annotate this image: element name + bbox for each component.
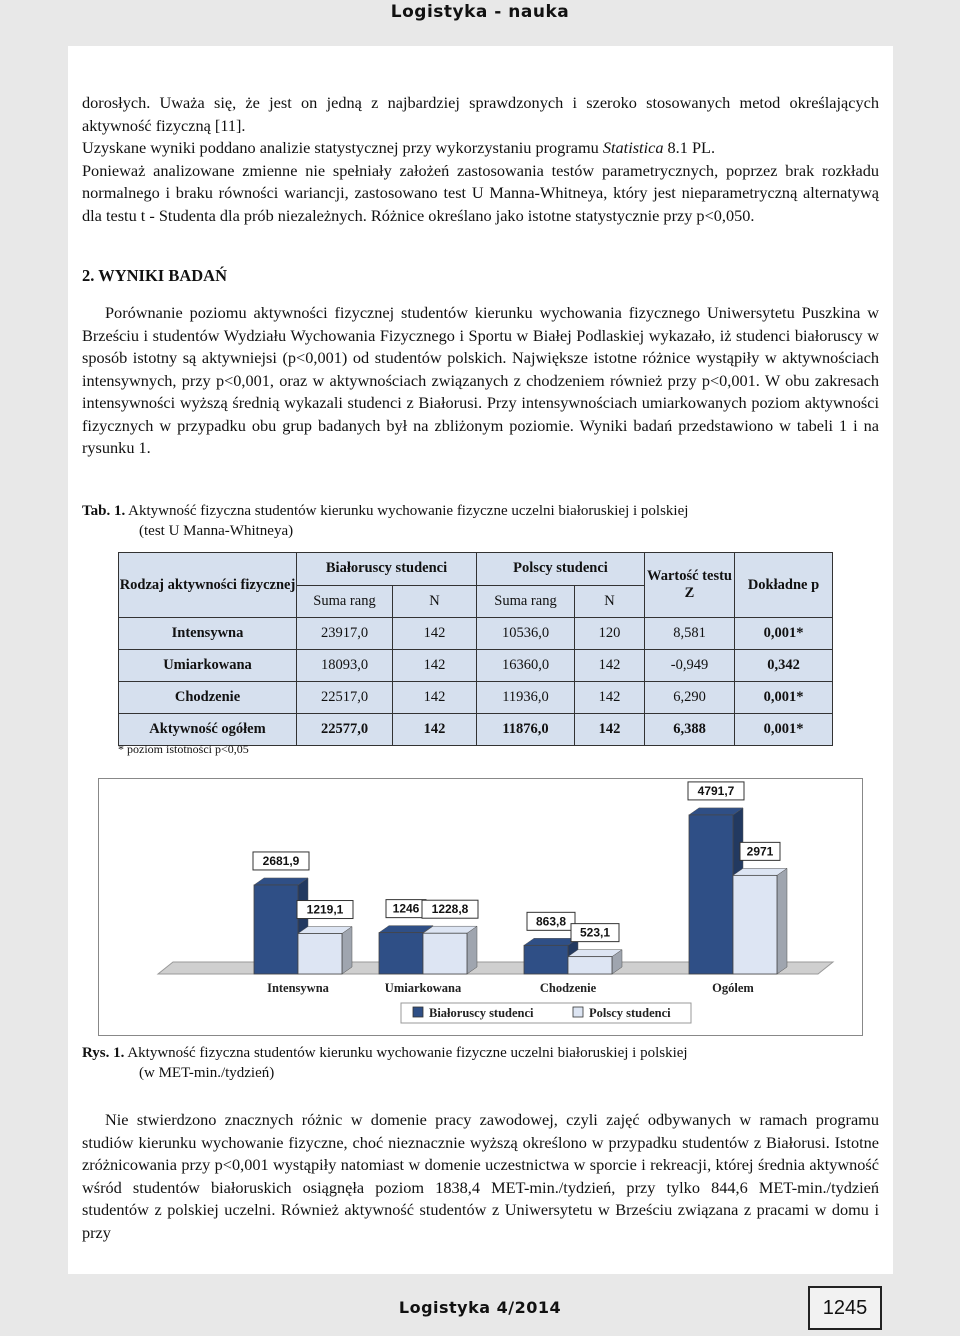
bar-side xyxy=(777,868,787,974)
header-z-value: Wartość testu Z xyxy=(645,553,735,618)
header-activity-type: Rodzaj aktywności fizycznej xyxy=(119,553,297,618)
activity-bar-chart xyxy=(98,778,863,1036)
page-number: 1245 xyxy=(808,1286,882,1330)
page-header xyxy=(0,0,960,26)
bar-top xyxy=(733,868,787,875)
bar xyxy=(298,934,342,974)
x-tick-label: Chodzenie xyxy=(539,981,597,995)
bar-top xyxy=(524,938,578,945)
header-title: Logistyka - nauka xyxy=(390,2,570,22)
intro-text xyxy=(82,92,879,227)
intro-line1: dorosłych. Uważa się, że jest on jedną z najbardziej sprawdzonych i szeroko stosowanych metod określających aktywność fizyczną [11]. xyxy=(82,93,879,135)
legend-label: Polscy studenci xyxy=(589,1006,671,1020)
table-row: Aktywność ogółem 22577,0 142 11876,0 142 6,388 0,001* xyxy=(119,714,833,746)
bar xyxy=(689,815,733,974)
x-tick-label: Intensywna xyxy=(267,981,329,995)
intro-line3: Ponieważ analizowane zmienne nie spełniały założeń zastosowania testów parametrycznych, poprzez brak rozkładu normalnego i braku równości wariancji, zastosowano test U Manna-Whitneya, który jest nieparametryczną alternatywą dla testu t - Studenta dla prób niezależnych. Różnice określano jako istotne statystycznie przy p<0,050. xyxy=(82,160,879,225)
footer-journal: Logistyka 4/2014 xyxy=(398,1298,562,1317)
bar xyxy=(524,945,568,974)
header-rank-sum-1: Suma rang xyxy=(297,585,393,618)
intro-line2: Uzyskane wyniki poddano analizie statystycznej przy wykorzystaniu programu Statistica 8.1 PL. xyxy=(82,138,716,157)
bar-top xyxy=(254,878,308,885)
table-footnote: * poziom istotności p<0,05 xyxy=(118,742,249,756)
table-row: Umiarkowana 18093,0 142 16360,0 142 -0,949 0,342 xyxy=(119,650,833,682)
legend-label: Białoruscy studenci xyxy=(429,1006,534,1020)
section-title: 2. WYNIKI BADAŃ xyxy=(82,266,228,285)
legend-swatch xyxy=(573,1007,583,1017)
header-n-1: N xyxy=(393,585,477,618)
data-label: 523,1 xyxy=(579,925,611,940)
bar xyxy=(379,933,423,974)
header-poland: Polscy studenci xyxy=(477,553,645,586)
bar-top xyxy=(423,926,477,933)
data-label: 1246 xyxy=(392,901,420,916)
header-n-2: N xyxy=(575,585,645,618)
data-label: 1228,8 xyxy=(431,902,469,917)
data-label: 4791,7 xyxy=(697,783,735,798)
bar xyxy=(254,885,298,974)
legend-swatch xyxy=(413,1007,423,1017)
bar-top xyxy=(298,927,352,934)
data-label: 2971 xyxy=(746,844,774,859)
data-label: 2681,9 xyxy=(262,853,300,868)
header-belarus: Białoruscy studenci xyxy=(297,553,477,586)
x-tick-label: Umiarkowana xyxy=(384,981,462,995)
data-label: 863,8 xyxy=(535,914,567,929)
table-row: Intensywna 23917,0 142 10536,0 120 8,581 0,001* xyxy=(119,618,833,650)
data-label: 1219,1 xyxy=(306,902,344,917)
results-paragraph: Porównanie poziomu aktywności fizycznej studentów kierunku wychowania fizycznego Uniwersytetu Puszkina w Brześciu i studentów Wydziału Wychowania Fizycznego i Sportu w Białej Podlaskiej wykazało, iż studenci białoruscy w sposób istotny są aktywniejsi (p<0,001) od studentów polskich. Największe istotne różnice wystąpiły w aktywnościach intensywnych, przy p<0,001, oraz w aktywnościach związanych z chodzeniem również przy p<0,001. W obu zakresach intensywności wyższą średnią wykazali studenci z Białorusi. Przy intensywnościach umiarkowanych poziom aktywności fizycznych w przypadku obu grup badanych był na zbliżonym poziomie. Wyniki badań przedstawiono w tabeli 1 i na rysunku 1. xyxy=(82,303,879,457)
header-rank-sum-2: Suma rang xyxy=(477,585,575,618)
bar xyxy=(568,957,612,974)
bar-side xyxy=(467,926,477,974)
bar-top xyxy=(689,808,743,815)
table-caption: Tab. 1. Aktywność fizyczna studentów kierunku wychowanie fizyczne uczelni białoruskiej i polskiej (test U Manna-Whitneya) xyxy=(82,503,689,539)
x-tick-label: Ogólem xyxy=(712,981,754,995)
bar-top xyxy=(568,950,622,957)
bar-side xyxy=(342,927,352,974)
bar xyxy=(733,875,777,974)
closing-paragraph: Nie stwierdzono znacznych różnic w domenie pracy zawodowej, czyli zajęć odbywanych w ramach programu studiów kierunku wychowanie fizyczne, choć nieznacznie wyższą określono w przypadku studentów z Białorusi. Istotne zróżnicowania przy p<0,001 wystąpiły natomiast w domenie uczestnictwa w sporcie i rekreacji, której średnia aktywność wśród studentów białoruskich osiągnęła poziom 1838,4 MET-min./tydzień, przy tylko 844,6 MET-min./tydzień studentów z polskiej uczelni. Również aktywność studentów z Uniwersytetu w Brześciu związana z pracami w domu i przy xyxy=(82,1110,879,1242)
figure-caption: Rys. 1. Aktywność fizyczna studentów kierunku wychowanie fizyczne uczelni białoruskiej i polskiej (w MET-min./tydzień) xyxy=(82,1045,688,1081)
table-row: Chodzenie 22517,0 142 11936,0 142 6,290 0,001* xyxy=(119,682,833,714)
header-p-value: Dokładne p xyxy=(735,553,833,618)
page-sheet xyxy=(68,46,893,1274)
bar xyxy=(423,933,467,974)
results-table xyxy=(118,552,833,746)
